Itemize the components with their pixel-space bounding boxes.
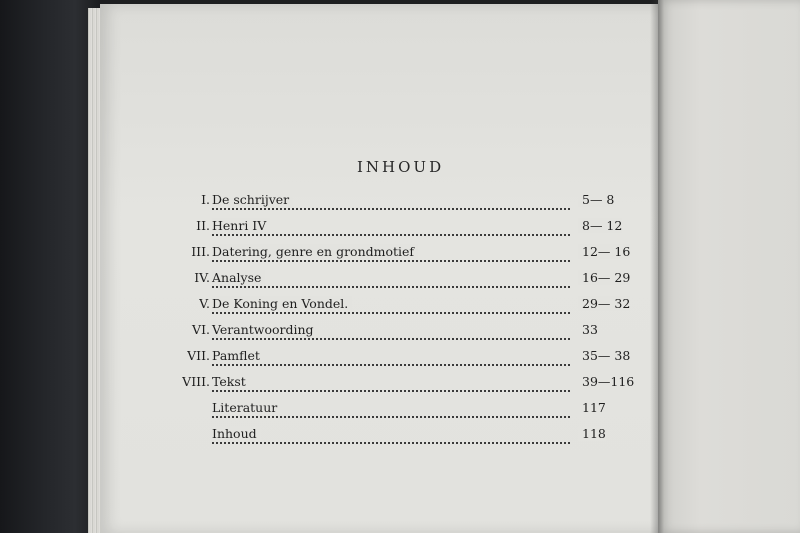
dot-leader <box>212 428 570 444</box>
chapter-title: Inhoud <box>212 426 261 441</box>
chapter-title: Tekst <box>212 374 250 389</box>
page-range: 39—116 <box>578 374 634 389</box>
page-range: 117 <box>578 400 606 415</box>
chapter-title: De schrijver <box>212 192 293 207</box>
toc-entry <box>160 270 630 290</box>
chapter-title: Henri IV <box>212 218 270 233</box>
toc-entry <box>160 400 630 420</box>
toc-entry <box>160 218 630 238</box>
book-gutter <box>650 0 664 533</box>
chapter-number: IV. <box>194 270 210 285</box>
page-range: 16— 29 <box>578 270 630 285</box>
page-range: 8— 12 <box>578 218 622 233</box>
chapter-title: Datering, genre en grondmotief <box>212 244 418 259</box>
chapter-title: De Koning en Vondel. <box>212 296 352 311</box>
page-range: 35— 38 <box>578 348 630 363</box>
page-range: 12— 16 <box>578 244 630 259</box>
chapter-number: V. <box>199 296 210 311</box>
chapter-title: Pamflet <box>212 348 264 363</box>
toc-heading: INHOUD <box>357 158 445 176</box>
toc-entry <box>160 244 630 264</box>
dot-leader <box>212 272 570 288</box>
page-range: 118 <box>578 426 606 441</box>
page-range: 5— 8 <box>578 192 614 207</box>
chapter-number: VI. <box>192 322 210 337</box>
toc-entry <box>160 192 630 212</box>
page-range: 33 <box>578 322 598 337</box>
page-range: 29— 32 <box>578 296 630 311</box>
chapter-number: I. <box>201 192 210 207</box>
toc-entry <box>160 374 635 394</box>
book-page <box>100 4 665 533</box>
chapter-number: VII. <box>187 348 210 363</box>
chapter-title: Analyse <box>212 270 265 285</box>
chapter-number: VIII. <box>182 374 210 389</box>
toc-entry <box>160 322 630 342</box>
chapter-number: III. <box>191 244 210 259</box>
dot-leader <box>212 350 570 366</box>
dark-background <box>0 0 100 533</box>
chapter-number: II. <box>196 218 210 233</box>
toc-entry <box>160 296 630 316</box>
dot-leader <box>212 376 570 392</box>
chapter-title: Literatuur <box>212 400 281 415</box>
chapter-title: Verantwoording <box>212 322 318 337</box>
toc-entry <box>160 348 630 368</box>
toc-entry <box>160 426 630 446</box>
facing-page <box>658 0 800 533</box>
